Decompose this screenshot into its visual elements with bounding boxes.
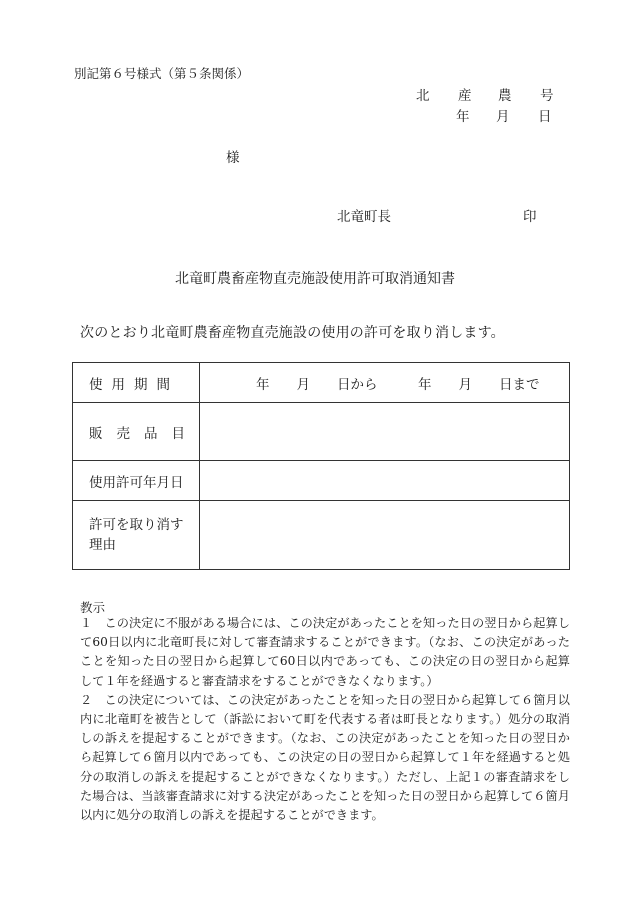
day-label: 日 (538, 109, 552, 125)
table-row-period (73, 363, 570, 403)
permit-date-value-cell (200, 461, 570, 501)
notice-heading: 教示 (80, 600, 106, 615)
number-char-4: 号 (540, 88, 554, 104)
period-value: 年 月 日から 年 月 日まで (256, 376, 540, 393)
reason-label-line-2: 理由 (89, 537, 116, 553)
items-value-cell (200, 403, 570, 461)
month-label: 月 (496, 109, 510, 125)
number-char-2: 産 (458, 88, 472, 104)
document-number-line (416, 84, 554, 104)
reason-label-line-1: 許可を取り消す (89, 517, 184, 533)
period-label-cell (73, 363, 200, 403)
permit-date-label: 使用許可年月日 (89, 474, 184, 491)
permit-date-label-cell (73, 461, 200, 501)
document-title: 北竜町農畜産物直売施設使用許可取消通知書 (175, 271, 455, 287)
items-label-cell (73, 403, 200, 461)
issuer-name: 北竜町長 (337, 209, 391, 225)
year-label: 年 (456, 109, 470, 125)
intro-text: 次のとおり北竜町農畜産物直売施設の使用の許可を取り消します。 (80, 325, 505, 341)
notice-body (80, 614, 570, 825)
notice-paragraph-1: １ この決定に不服がある場合には、この決定があったことを知った日の翌日から起算して60日以内に北竜町長に対して審査請求することができます。（なお、この決定があったことを知った日の翌日から起算して60日以内であっても、この決定の日の翌日から起算して１年を経過すると審査請求をすることができなくなります。） (80, 616, 570, 688)
reason-value-cell (200, 501, 570, 570)
number-char-3: 農 (498, 88, 512, 104)
period-value-cell (200, 363, 570, 403)
seal-mark: 印 (523, 209, 537, 225)
table-row-items (73, 403, 570, 461)
addressee-honorific: 様 (226, 150, 240, 166)
table-row-permit-date (73, 461, 570, 501)
items-label: 販売品目 (89, 425, 199, 442)
notice-paragraph-2: ２ この決定については、この決定があったことを知った日の翌日から起算して６箇月以内に北竜町を被告として（訴訟において町を代表する者は町長となります。）処分の取消しの訴えを提起することができます。（なお、この決定があったことを知った日の翌日から起算して６箇月以内であっても、この決定の日の翌日から起算して１年を経過すると処分の取消しの訴えを提起することができなくなります。）ただし、上記１の審査請求をした場合は、当該審査請求に対する決定があったことを知った日の翌日から起算して６箇月以内に処分の取消しの訴えを提起することができます。 (80, 692, 570, 823)
form-table (72, 362, 570, 570)
period-label: 使用期間 (89, 376, 179, 393)
date-line (456, 105, 552, 125)
reason-label-cell (73, 501, 200, 570)
table-row-reason (73, 501, 570, 570)
form-reference: 別記第６号様式（第５条関係） (74, 66, 250, 81)
number-char-1: 北 (416, 88, 430, 104)
